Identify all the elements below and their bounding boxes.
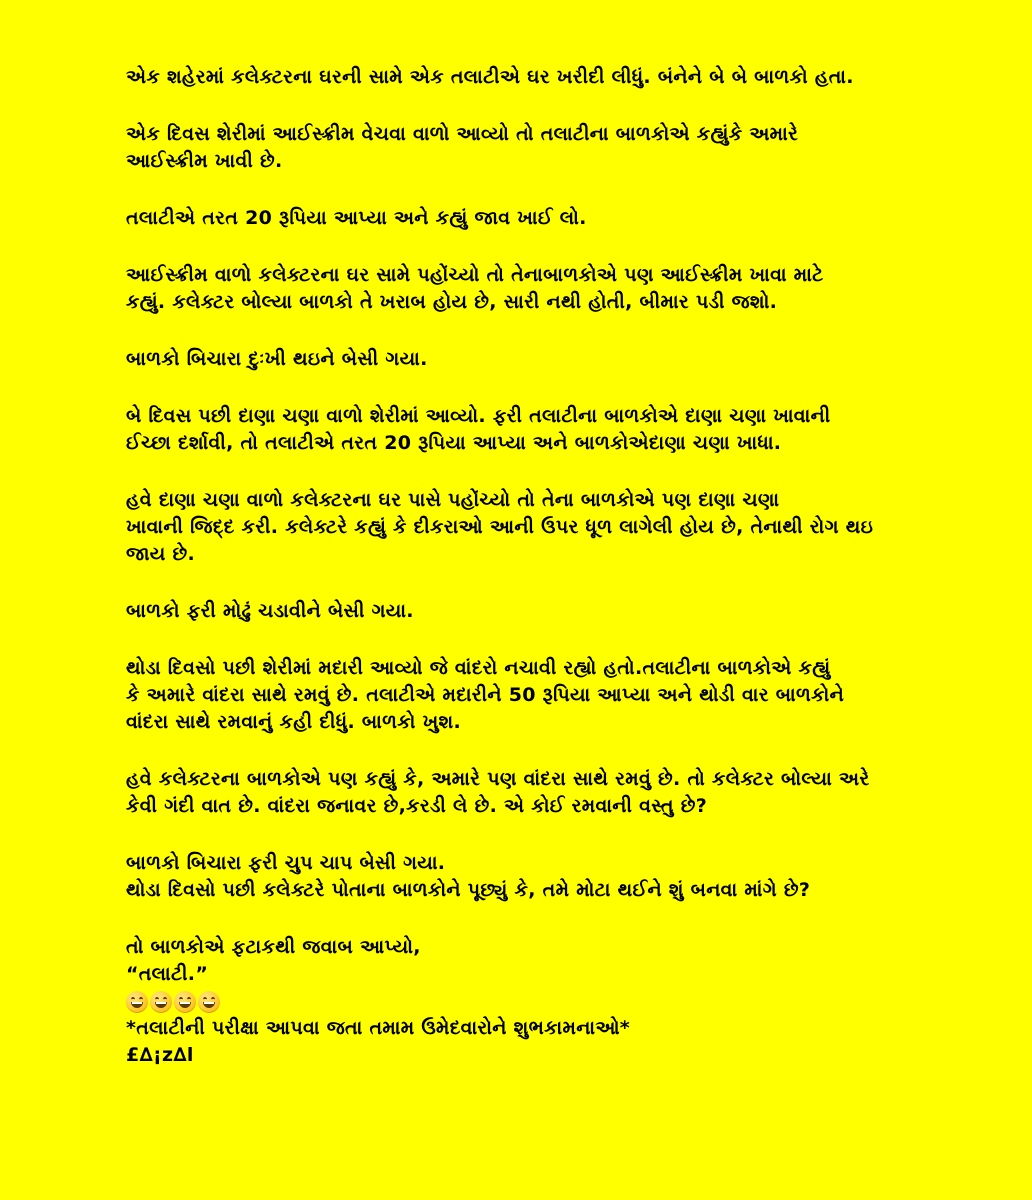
text-line: બાળકો બિચારા દુઃખી થઇને બેસી ગયા. — [126, 348, 428, 370]
signature: £∆¡z∆l — [126, 1044, 194, 1066]
text-line: બાળકો ફરી મોઢું ચડાવીને બેસી ગયા. — [126, 600, 414, 622]
text-line: જાય છે. — [126, 543, 196, 565]
paragraph-9 — [126, 655, 912, 736]
wish-line: *તલાટીની પરીક્ષા આપવા જતા તમામ ઉમેદવારોને શુભકામનાઓ* — [126, 1017, 631, 1039]
paragraph-7 — [126, 487, 912, 568]
text-line: કેવી ગંદી વાત છે. વાંદરા જનાવર છે,કરડી લે છે. એ કોઈ રમવાની વસ્તુ છે? — [126, 795, 708, 817]
paragraph-4 — [126, 262, 912, 316]
text-line: હવે કલેક્ટરના બાળકોએ પણ કહ્યું કે, અમારે પણ વાંદરા સાથે રમવું છે. તો કલેક્ટર બોલ્યા અરે — [126, 768, 870, 790]
text-line: હવે દાણા ચણા વાળો કલેક્ટરના ઘર પાસે પહોંચ્યો તો તેના બાળકોએ પણ દાણા ચણા — [126, 489, 780, 511]
paragraph-8 — [126, 598, 912, 625]
text-line: ઈચ્છા દર્શાવી, તો તલાટીએ તરત 20 રૂપિયા આપ્યા અને બાળકોએદાણા ચણા ખાધા. — [126, 432, 782, 454]
text-line: કહ્યું. કલેક્ટર બોલ્યા બાળકો તે ખરાબ હોય છે, સારી નથી હોતી, બીમાર પડી જશો. — [126, 291, 778, 313]
text-line: બાળકો બિચારા ફરી ચુપ ચાપ બેસી ગયા. — [126, 852, 446, 874]
text-line: તલાટીએ તરત 20 રૂપિયા આપ્યા અને કહ્યું જાવ ખાઈ લો. — [126, 207, 587, 229]
grinning-face-icon — [126, 991, 148, 1013]
paragraph-3 — [126, 205, 912, 232]
closing-block — [126, 934, 912, 1069]
text-line: થોડા દિવસો પછી શેરીમાં મદારી આવ્યો જે વાંદરો નચાવી રહ્યો હતો.તલાટીના બાળકોએ કહ્યું — [126, 657, 831, 679]
paragraph-5 — [126, 346, 912, 373]
paragraph-2 — [126, 121, 912, 175]
answer-quote: “તલાટી.” — [126, 963, 209, 985]
text-line: વાંદરા સાથે રમવાનું કહી દીધું. બાળકો ખુશ. — [126, 711, 461, 733]
grinning-face-icon — [174, 991, 196, 1013]
grinning-face-icon — [198, 991, 220, 1013]
text-line: ખાવાની જિદ્દ કરી. કલેક્ટરે કહ્યું કે દીકરાઓ આની ઉપર ધૂળ લાગેલી હોય છે, તેનાથી રોગ થઇ — [126, 516, 874, 538]
text-line: કે અમારે વાંદરા સાથે રમવું છે. તલાટીએ મદારીને 50 રૂપિયા આપ્યા અને થોડી વાર બાળકોને — [126, 684, 845, 706]
text-line: થોડા દિવસો પછી કલેક્ટરે પોતાના બાળકોને પૂછ્યું કે, તમે મોટા થઈને શું બનવા માંગે છે? — [126, 879, 811, 901]
text-line: એક દિવસ શેરીમાં આઈસ્ક્રીમ વેચવા વાળો આવ્યો તો તલાટીના બાળકોએ કહ્યુંકે અમારે — [126, 123, 799, 145]
paragraph-6 — [126, 403, 912, 457]
grinning-face-icon — [150, 991, 172, 1013]
text-line: એક શહેરમાં કલેક્ટરના ઘરની સામે એક તલાટીએ ઘર ખરીદી લીધું. બંનેને બે બે બાળકો હતા. — [126, 66, 854, 88]
answer-intro: તો બાળકોએ ફટાકથી જવાબ આપ્યો, — [126, 936, 421, 958]
paragraph-11 — [126, 850, 912, 904]
text-line: બે દિવસ પછી દાણા ચણા વાળો શેરીમાં આવ્યો. ફરી તલાટીના બાળકોએ દાણા ચણા ખાવાની — [126, 405, 831, 427]
text-line: આઈસ્ક્રીમ વાળો કલેક્ટરના ઘર સામે પહોંચ્યો તો તેનાબાળકોએ પણ આઈસ્ક્રીમ ખાવા માટે — [126, 264, 824, 286]
text-line: આઈસ્ક્રીમ ખાવી છે. — [126, 150, 283, 172]
paragraph-1 — [126, 64, 912, 91]
paragraph-10 — [126, 766, 912, 820]
emoji-row — [126, 988, 912, 1015]
